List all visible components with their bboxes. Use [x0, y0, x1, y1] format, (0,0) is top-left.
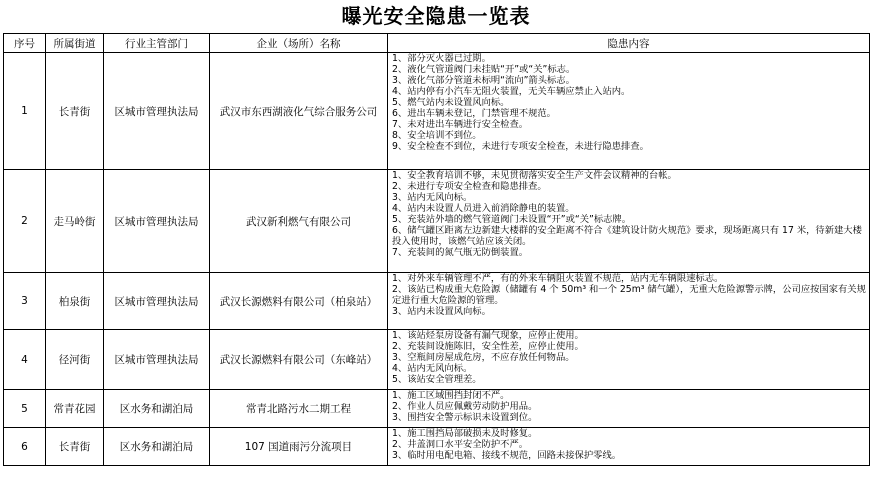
header-seq: 序号 [4, 34, 46, 53]
issue-item: 1、施工区域围挡封闭不严。 [392, 390, 510, 401]
row-street: 长青街 [46, 53, 104, 170]
issue-item: 4、站内停有小汽车无阻火装置，无关车辆应禁止入站内。 [392, 86, 631, 97]
issue-item: 5、该站安全管理差。 [392, 374, 482, 385]
row-issues [388, 390, 870, 428]
row-department: 区水务和湖泊局 [104, 428, 210, 466]
issue-item: 3、空瓶间房屋成危房，不应存放任何物品。 [392, 352, 575, 363]
row-company: 常青北路污水二期工程 [210, 390, 388, 428]
row-seq: 6 [4, 428, 46, 466]
issue-item: 1、施工围挡局部破损未及时修复。 [392, 428, 538, 439]
row-department: 区城市管理执法局 [104, 273, 210, 330]
issue-item: 1、该站烃泵房设备有漏气现象，应停止使用。 [392, 330, 584, 341]
issue-item: 8、安全培训不到位。 [392, 130, 482, 141]
table-row [4, 170, 870, 273]
table-row [4, 273, 870, 330]
issue-item: 3、临时用电配电箱、接线不规范，回路未接保护零线。 [392, 450, 622, 461]
issue-item: 6、进出车辆未登记，门禁管理不规范。 [392, 108, 556, 119]
row-seq: 5 [4, 390, 46, 428]
table-row [4, 428, 870, 466]
table-row [4, 390, 870, 428]
row-seq: 4 [4, 330, 46, 390]
row-issues [388, 273, 870, 330]
page-title: 曝光安全隐患一览表 [341, 4, 531, 28]
issue-item: 1、安全教育培训不够，未见贯彻落实安全生产文件会议精神的台帐。 [392, 170, 677, 181]
row-company: 107 国道雨污分流项目 [210, 428, 388, 466]
issue-item: 2、未进行专项安全检查和隐患排查。 [392, 181, 547, 192]
row-company: 武汉长源燃料有限公司（东峰站） [210, 330, 388, 390]
row-issues [388, 330, 870, 390]
issue-item: 7、充装间的氮气瓶无防倒装置。 [392, 247, 529, 258]
header-department: 行业主管部门 [104, 34, 210, 53]
row-issues [388, 53, 870, 170]
issue-item: 1、对外来车辆管理不严，有的外来车辆阻火装置不规范，站内无车辆限速标志。 [392, 273, 724, 284]
issue-item: 9、安全检查不到位，未进行专项安全检查，未进行隐患排查。 [392, 141, 649, 152]
issue-item: 7、未对进出车辆进行安全检查。 [392, 119, 529, 130]
row-department: 区城市管理执法局 [104, 170, 210, 273]
issue-item: 4、站内未设置人员进入前消除静电的装置。 [392, 203, 575, 214]
row-issues [388, 428, 870, 466]
row-company: 武汉新利燃气有限公司 [210, 170, 388, 273]
issue-item: 1、部分灭火器已过期。 [392, 53, 491, 64]
issue-item: 3、站内无风向标。 [392, 192, 473, 203]
header-company: 企业（场所）名称 [210, 34, 388, 53]
row-issues [388, 170, 870, 273]
table-row [4, 53, 870, 170]
row-seq: 3 [4, 273, 46, 330]
row-seq: 2 [4, 170, 46, 273]
issue-item: 2、液化气管道阀门未挂贴“开”或“关”标志。 [392, 64, 576, 75]
issue-item: 2、该站已构成重大危险源（储罐有 4 个 50m³ 和一个 25m³ 储气罐），无重大危险源警示牌，公司应按国家有关规定进行重大危险源的管理。 [392, 284, 866, 306]
issue-item: 2、作业人员应佩戴劳动防护用品。 [392, 401, 538, 412]
row-street: 柏泉街 [46, 273, 104, 330]
issue-item: 2、井盖洞口水平安全防护不严。 [392, 439, 529, 450]
issue-item: 4、站内无风向标。 [392, 363, 473, 374]
hazard-table [3, 33, 870, 466]
issue-item: 3、液化气部分管道未标明“流向”箭头标志。 [392, 75, 575, 86]
issue-item: 5、燃气站内未设置风向标。 [392, 97, 510, 108]
row-department: 区水务和湖泊局 [104, 390, 210, 428]
row-street: 常青花园 [46, 390, 104, 428]
table-header-row [4, 34, 870, 53]
row-street: 长青街 [46, 428, 104, 466]
row-street: 径河街 [46, 330, 104, 390]
issue-item: 3、站内未设置风向标。 [392, 306, 491, 317]
issue-item: 5、充装站外墙的燃气管道阀门未设置“开”或“关”标志牌。 [392, 214, 632, 225]
row-company: 武汉长源燃料有限公司（柏泉站） [210, 273, 388, 330]
row-department: 区城市管理执法局 [104, 330, 210, 390]
row-street: 走马岭街 [46, 170, 104, 273]
row-company: 武汉市东西湖液化气综合服务公司 [210, 53, 388, 170]
row-department: 区城市管理执法局 [104, 53, 210, 170]
table-row [4, 330, 870, 390]
header-issues: 隐患内容 [388, 34, 870, 53]
issue-item: 3、围挡安全警示标识未设置到位。 [392, 412, 538, 423]
row-seq: 1 [4, 53, 46, 170]
header-street: 所属街道 [46, 34, 104, 53]
issue-item: 6、储气罐区距离左边新建大楼群的安全距离不符合《建筑设计防火规范》要求，现场距离只有 17 米，待新建大楼投入使用时，该燃气站应该关闭。 [392, 225, 862, 247]
issue-item: 2、充装间设施陈旧，安全性差，应停止使用。 [392, 341, 584, 352]
